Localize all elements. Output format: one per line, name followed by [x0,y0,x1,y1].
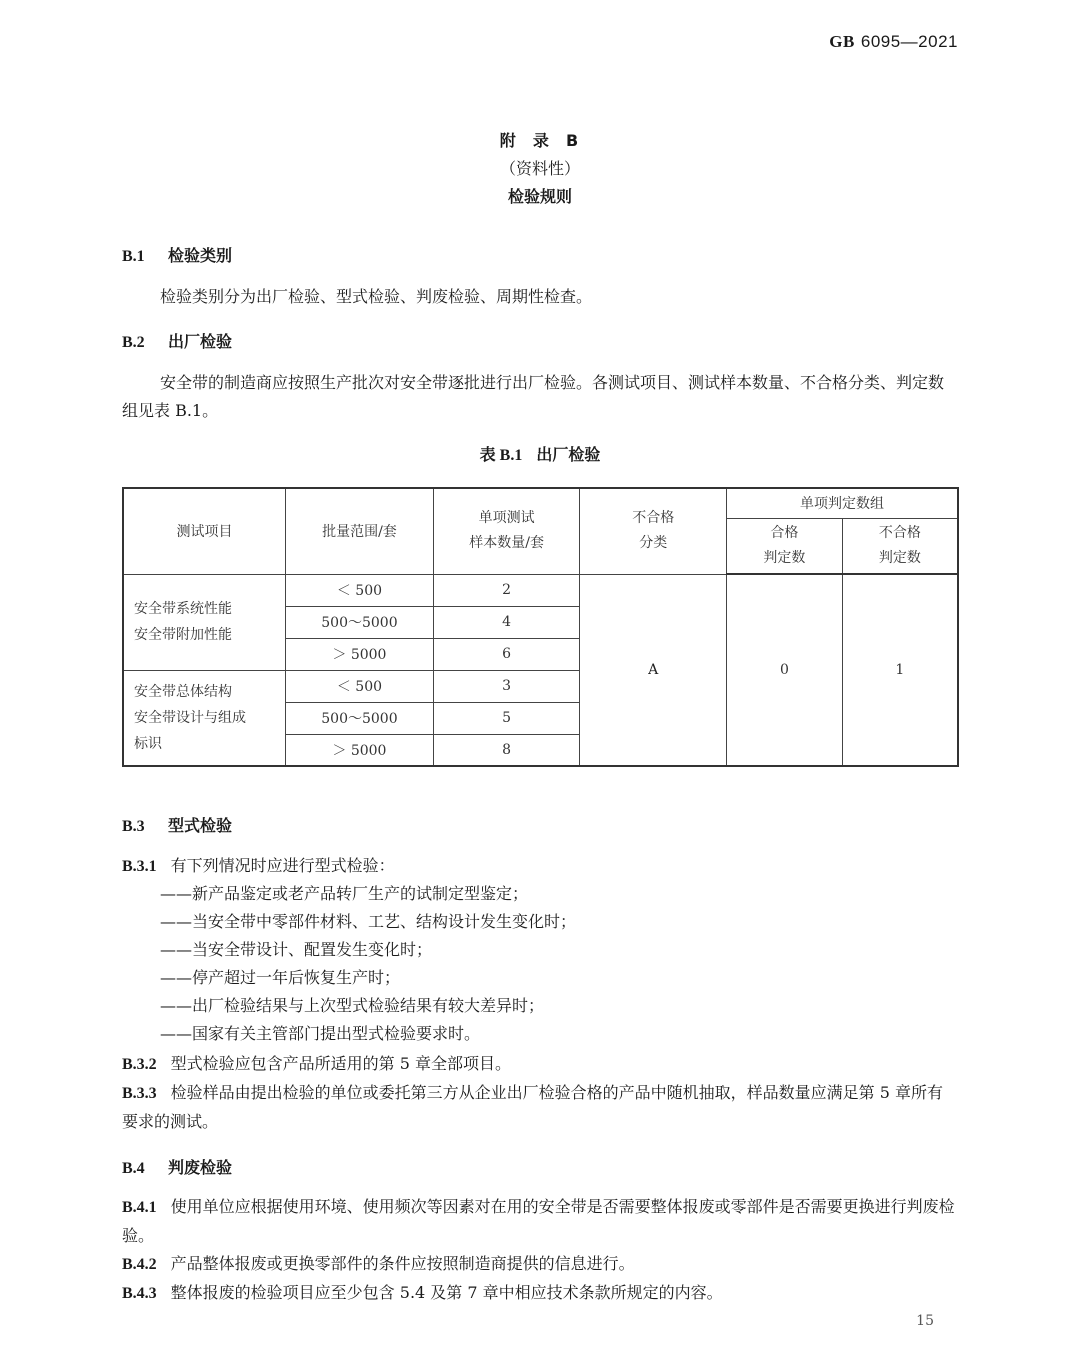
test-item-line: 安全带设计与组成 [134,709,246,726]
header-line: 单项测试 [478,510,535,527]
clause-number: B.3.1 [122,858,157,875]
annex-name: 检验规则 [507,187,572,206]
section-title: 出厂检验 [168,332,233,351]
header-line: 不合格 [632,510,675,527]
clause-text: 有下列情况时应进行型式检验： [170,856,395,875]
clause-b4-3 [122,1279,958,1308]
header-decision-group: 单项判定数组 [727,488,958,518]
header-test-item: 测试项目 [123,488,286,574]
lot-range-cell: ＞ 5000 [286,638,434,670]
section-b1-heading [122,243,232,266]
header-sample-size [433,488,580,574]
test-item-line: 安全带总体结构 [134,683,232,700]
sample-size-cell: 8 [433,734,580,766]
list-item: ——新产品鉴定或老产品转厂生产的试制定型鉴定； [160,884,529,903]
section-number: B.2 [122,334,145,351]
test-item-line: 安全带系统性能 [134,601,232,617]
accept-number-cell: 0 [727,574,843,766]
sample-size-cell: 5 [433,702,580,734]
header-line: 不合格 [878,524,921,541]
header-line: 样本数量/套 [469,535,544,552]
test-item-cell [123,574,286,670]
lot-range-cell: 500～5000 [286,606,434,638]
inspection-table [122,487,959,767]
list-item: ——出厂检验结果与上次型式检验结果有较大差异时； [160,996,545,1015]
clause-b4-2 [122,1250,958,1279]
header-lot-range: 批量范围/套 [286,488,434,574]
header-accept-number [727,518,843,574]
list-item: ——国家有关主管部门提出型式检验要求时。 [160,1024,481,1043]
annex-type: （资料性） [499,159,580,178]
table-caption [0,442,1080,465]
clause-text: 整体报废的检验项目应至少包含 5.4 及第 7 章中相应技术条款所规定的内容。 [170,1283,723,1302]
clause-text: 型式检验应包含产品所适用的第 5 章全部项目。 [170,1054,512,1073]
clause-text: 使用单位应根据使用环境、使用频次等因素对在用的安全带是否需要整体报废或零部件是否需要更换进行判废检验。 [122,1197,955,1245]
section-b1-text: 检验类别分为出厂检验、型式检验、判废检验、周期性检查。 [160,287,593,306]
section-b2-text: 安全带的制造商应按照生产批次对安全带逐批进行出厂检验。各测试项目、测试样本数量、不合格分类、判定数组见表 B.1。 [122,373,945,420]
table-number: 表 B.1 [479,447,523,464]
header-line: 判定数 [763,549,806,566]
list-item: ——当安全带设计、配置发生变化时； [160,940,433,959]
list-item: ——当安全带中零部件材料、工艺、结构设计发生变化时； [160,912,577,931]
standard-code [829,32,958,52]
list-item: ——停产超过一年后恢复生产时； [160,968,401,987]
section-number: B.1 [122,248,145,265]
section-b4-heading [122,1155,232,1178]
reject-number-cell: 1 [842,574,958,766]
clause-text: 产品整体报废或更换零部件的条件应按照制造商提供的信息进行。 [170,1254,635,1273]
lot-range-cell: ＜ 500 [286,574,434,606]
clause-number: B.4.1 [122,1199,157,1216]
table-row [123,574,958,606]
clause-b3-2 [122,1050,958,1079]
header-line: 合格 [770,524,799,541]
test-item-cell [123,670,286,766]
clause-b3-3 [122,1079,958,1136]
clause-b3-1 [122,852,958,881]
sample-size-cell: 6 [433,638,580,670]
lot-range-cell: ＜ 500 [286,670,434,702]
classification-cell: A [580,574,727,766]
standard-number: 6095—2021 [860,32,958,51]
header-reject-number [842,518,958,574]
test-item-line: 安全带附加性能 [134,627,232,643]
section-b2-heading [122,329,232,352]
clause-number: B.3.2 [122,1056,157,1073]
clause-number: B.3.3 [122,1085,157,1102]
header-line: 判定数 [878,549,921,566]
page-number: 15 [916,1313,934,1329]
sample-size-cell: 4 [433,606,580,638]
section-number: B.3 [122,818,145,835]
section-number: B.4 [122,1160,145,1177]
lot-range-cell: ＞ 5000 [286,734,434,766]
header-nonconformity-class [580,488,727,574]
annex-title: 附 录 B [499,131,581,150]
section-title: 检验类别 [168,246,233,265]
section-title: 型式检验 [168,816,233,835]
section-b3-heading [122,813,232,836]
table-title: 出厂检验 [536,445,601,464]
section-title: 判废检验 [168,1158,233,1177]
clause-b4-1 [122,1193,958,1250]
clause-number: B.4.3 [122,1285,157,1302]
sample-size-cell: 3 [433,670,580,702]
header-line: 分类 [639,535,668,552]
standard-prefix: GB [829,32,855,51]
sample-size-cell: 2 [433,574,580,606]
lot-range-cell: 500～5000 [286,702,434,734]
test-item-line: 标识 [134,735,162,752]
clause-text: 检验样品由提出检验的单位或委托第三方从企业出厂检验合格的产品中随机抽取，样品数量应满足第 5 章所有要求的测试。 [122,1083,944,1131]
clause-number: B.4.2 [122,1256,157,1273]
